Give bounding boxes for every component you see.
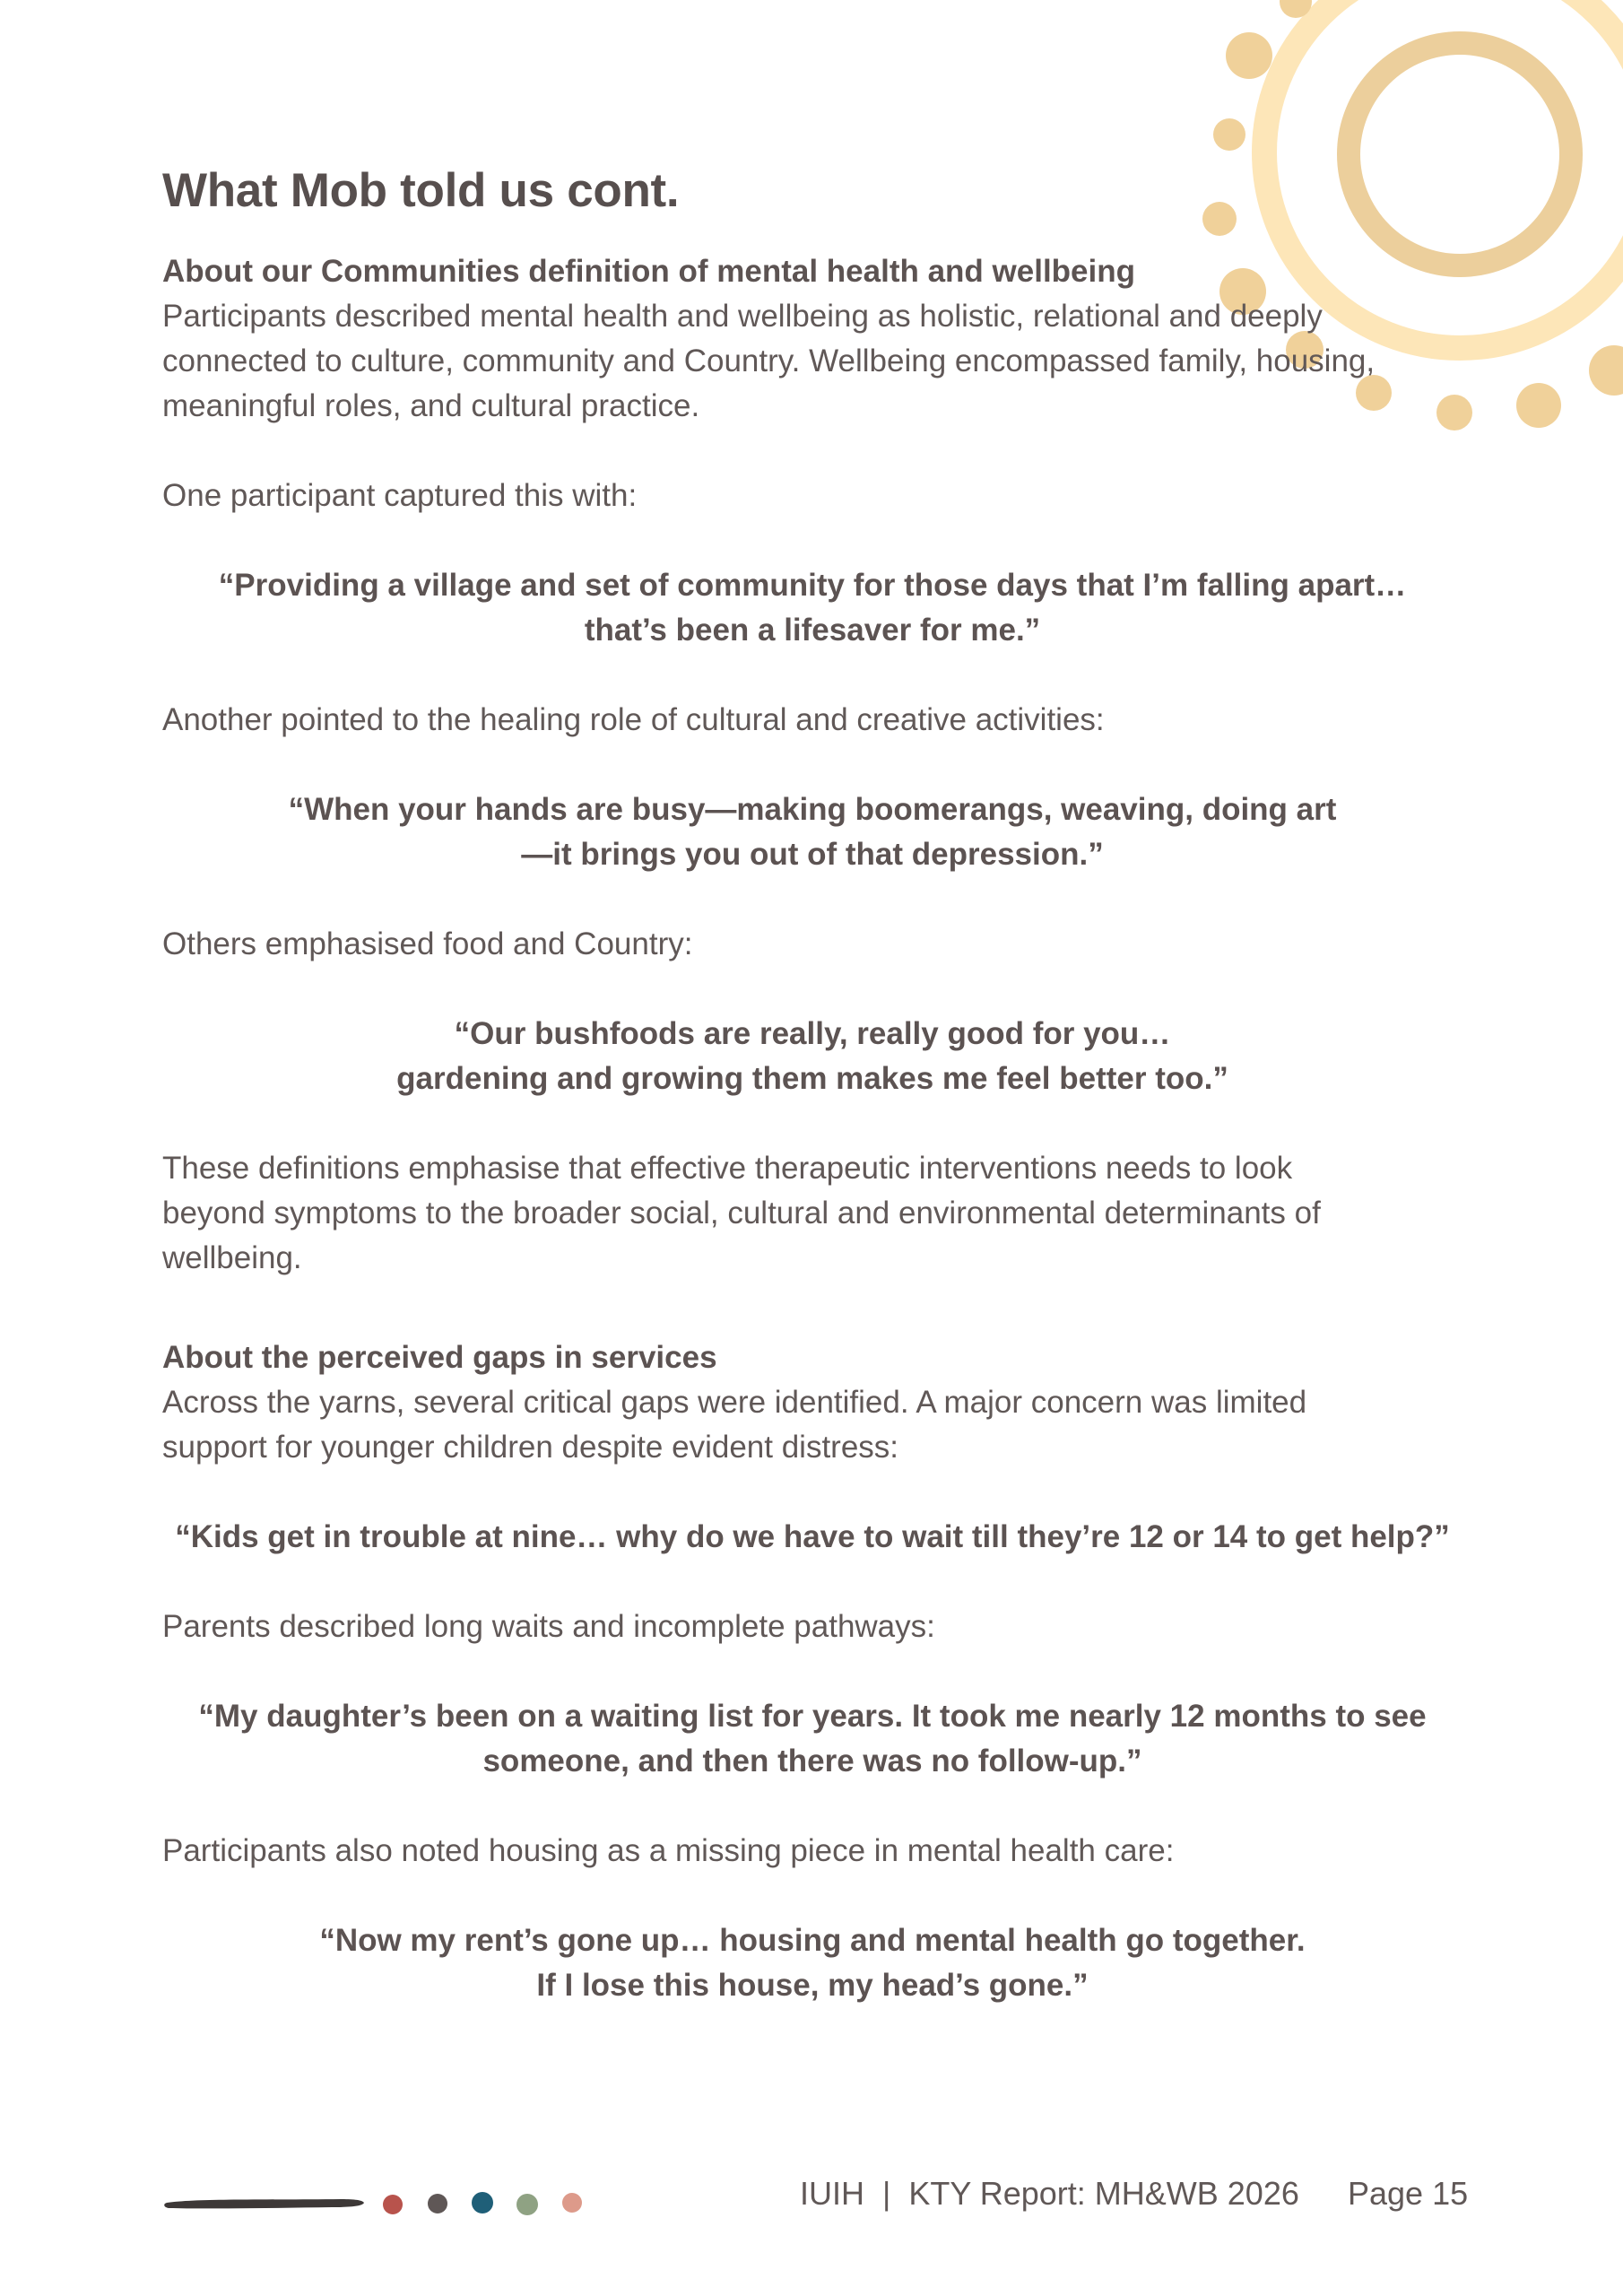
- quote-line: “Kids get in trouble at nine… why do we have to wait till they’re 12 or 14 to get help?”: [175, 1519, 1450, 1554]
- participant-quote: [162, 1515, 1462, 1560]
- intro-paragraph: [162, 294, 1462, 429]
- text-line: beyond symptoms to the broader social, cultural and environmental determinants of: [162, 1196, 1321, 1231]
- quote-line: —it brings you out of that depression.”: [521, 837, 1104, 872]
- quote-line: that’s been a lifesaver for me.”: [584, 613, 1041, 648]
- quote-line: someone, and then there was no follow-up.”: [482, 1744, 1142, 1779]
- participant-quote: [162, 563, 1462, 653]
- lead-text: Others emphasised food and Country:: [162, 926, 693, 961]
- quote-line: gardening and growing them makes me feel better too.”: [396, 1061, 1228, 1096]
- section-service-gaps: [162, 1335, 1462, 2008]
- intro-paragraph: [162, 1380, 1462, 1470]
- decor-dot: [1589, 345, 1623, 396]
- text-line: connected to culture, community and Country. Wellbeing encompassed family, housing,: [162, 344, 1376, 378]
- participant-quote: [162, 1918, 1462, 2008]
- quote-line: “My daughter’s been on a waiting list for years. It took me nearly 12 months to see: [198, 1699, 1427, 1734]
- participant-quote: [162, 787, 1462, 877]
- participant-quote: [162, 1012, 1462, 1101]
- color-dot-icon: [562, 2193, 582, 2213]
- page-title: What Mob told us cont.: [162, 164, 680, 217]
- brush-stroke-icon: [161, 2175, 789, 2229]
- color-dot-icon: [516, 2194, 538, 2215]
- report-label: IUIH | KTY Report: MH&WB 2026: [800, 2175, 1299, 2212]
- text-line: support for younger children despite evident distress:: [162, 1430, 899, 1465]
- color-dot-icon: [472, 2192, 493, 2213]
- quote-line: “Our bushfoods are really, really good for you…: [454, 1016, 1171, 1051]
- lead-text: Another pointed to the healing role of cultural and creative activities:: [162, 702, 1105, 737]
- text-line: Across the yarns, several critical gaps were identified. A major concern was limited: [162, 1385, 1307, 1420]
- quote-line: “When your hands are busy—making boomerangs, weaving, doing art: [288, 792, 1337, 827]
- text-line: meaningful roles, and cultural practice.: [162, 388, 700, 423]
- participant-quote: [162, 1694, 1462, 1784]
- decor-dot: [1516, 383, 1561, 428]
- text-line: Participants described mental health and wellbeing as holistic, relational and deeply: [162, 299, 1323, 334]
- section-heading: About our Communities definition of mental health and wellbeing: [162, 254, 1135, 289]
- quote-line: If I lose this house, my head’s gone.”: [536, 1968, 1089, 2003]
- lead-text: Participants also noted housing as a missing piece in mental health care:: [162, 1833, 1175, 1868]
- lead-text: One participant captured this with:: [162, 478, 638, 513]
- quote-line: “Now my rent’s gone up… housing and mental health go together.: [319, 1923, 1306, 1958]
- closing-paragraph: [162, 1146, 1462, 1281]
- color-dot-icon: [383, 2195, 403, 2214]
- lead-text: Parents described long waits and incomplete pathways:: [162, 1609, 935, 1644]
- color-dot-icon: [428, 2194, 447, 2213]
- text-line: These definitions emphasise that effective therapeutic interventions needs to look: [162, 1151, 1293, 1186]
- page-number: Page 15: [1348, 2175, 1469, 2212]
- section-community-definition: [162, 249, 1462, 1281]
- decor-dot: [1226, 32, 1272, 79]
- text-line: wellbeing.: [162, 1240, 302, 1275]
- decor-dot: [1213, 118, 1245, 151]
- section-heading: About the perceived gaps in services: [162, 1340, 717, 1375]
- main-content: [162, 161, 1462, 2008]
- quote-line: “Providing a village and set of community for those days that I’m falling apart…: [218, 568, 1407, 603]
